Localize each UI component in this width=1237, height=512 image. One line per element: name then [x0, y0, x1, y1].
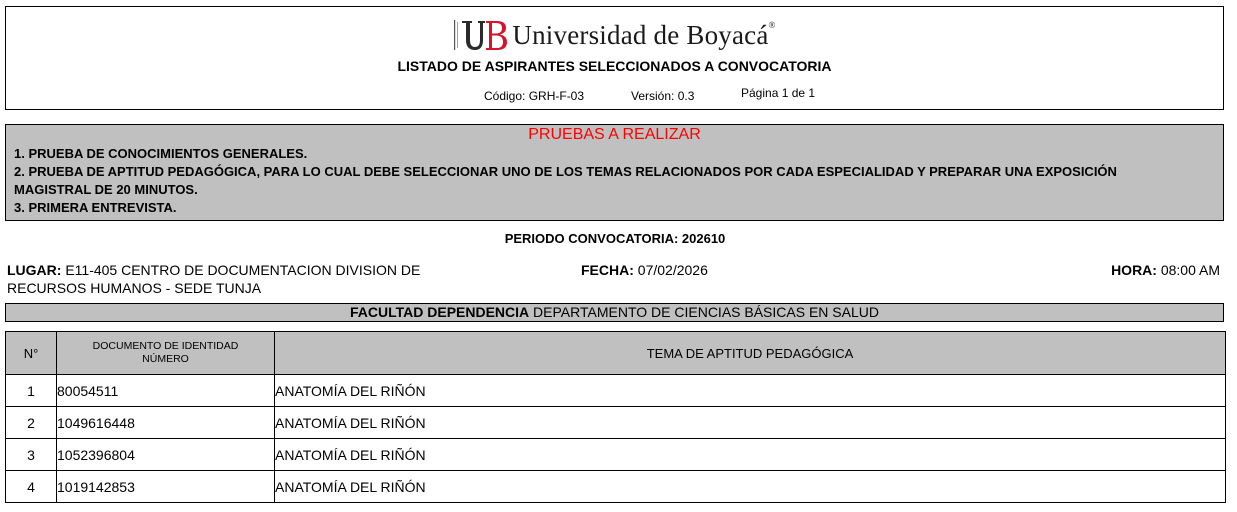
logo-row: [6, 15, 1223, 55]
fecha-field: [581, 261, 708, 279]
hora-label: HORA:: [1111, 262, 1157, 278]
fecha-value: 07/02/2026: [637, 262, 708, 278]
row-tema: ANATOMÍA DEL RIÑÓN: [275, 439, 1226, 471]
applicants-table: [5, 331, 1226, 503]
test-item-3: 3. PRIMERA ENTREVISTA.: [14, 200, 177, 215]
lugar-value-line1: E11-405 CENTRO DE DOCUMENTACION DIVISION DE: [65, 262, 421, 278]
fecha-label: FECHA:: [581, 262, 634, 278]
row-tema: ANATOMÍA DEL RIÑÓN: [275, 471, 1226, 503]
lugar-field: [7, 261, 527, 297]
lugar-label: LUGAR:: [7, 262, 62, 278]
periodo-convocatoria: PERIODO CONVOCATORIA: 202610: [504, 231, 726, 246]
row-num: 1: [6, 375, 57, 407]
document-version: Versión: 0.3: [631, 89, 695, 103]
hora-field: [1111, 261, 1220, 279]
col-header-document: [57, 332, 275, 375]
row-document: 1019142853: [57, 471, 275, 503]
test-item-1: 1. PRUEBA DE CONOCIMIENTOS GENERALES.: [14, 146, 308, 161]
document-header: [5, 6, 1224, 110]
registered-mark: ®: [768, 19, 776, 30]
row-tema: ANATOMÍA DEL RIÑÓN: [275, 375, 1226, 407]
tests-title: PRUEBAS A REALIZAR: [528, 126, 701, 143]
hora-value: 08:00 AM: [1160, 262, 1220, 278]
col-header-document-line1: DOCUMENTO DE IDENTIDAD: [92, 340, 239, 352]
row-tema: ANATOMÍA DEL RIÑÓN: [275, 407, 1226, 439]
page-number: Página 1 de 1: [741, 86, 816, 100]
university-logo: [453, 18, 775, 52]
col-header-num: N°: [6, 332, 57, 375]
table-header-row: [6, 332, 1226, 375]
table-row: [6, 471, 1226, 503]
row-document: 80054511: [57, 375, 275, 407]
document-code: Código: GRH-F-03: [484, 89, 585, 103]
tests-box: [5, 124, 1224, 221]
row-document: 1052396804: [57, 439, 275, 471]
col-header-tema: TEMA DE APTITUD PEDAGÓGICA: [275, 332, 1226, 375]
row-num: 3: [6, 439, 57, 471]
table-row: [6, 375, 1226, 407]
facultad-value: DEPARTAMENTO DE CIENCIAS BÁSICAS EN SALUD: [533, 304, 879, 320]
row-document: 1049616448: [57, 407, 275, 439]
test-item-2: 2. PRUEBA DE APTITUD PEDAGÓGICA, PARA LO CUAL DEBE SELECCIONAR UNO DE LOS TEMAS RELACIONADOS POR CADA ESPECIALIDAD Y PREPARAR UNA EXPOSICIÓN: [14, 164, 1117, 179]
university-name: Universidad de Boyacá: [512, 19, 769, 50]
test-item-2-continued: MAGISTRAL DE 20 MINUTOS.: [14, 182, 198, 197]
row-num: 4: [6, 471, 57, 503]
col-header-document-line2: NÚMERO: [142, 353, 189, 365]
facultad-label: FACULTAD DEPENDENCIA: [350, 304, 530, 320]
ub-monogram-icon: [453, 18, 509, 52]
row-num: 2: [6, 407, 57, 439]
facultad-bar: [5, 303, 1224, 322]
document-title: LISTADO DE ASPIRANTES SELECCIONADOS A CONVOCATORIA: [397, 58, 832, 74]
table-row: [6, 439, 1226, 471]
table-row: [6, 407, 1226, 439]
lugar-value-line2: RECURSOS HUMANOS - SEDE TUNJA: [7, 280, 262, 296]
